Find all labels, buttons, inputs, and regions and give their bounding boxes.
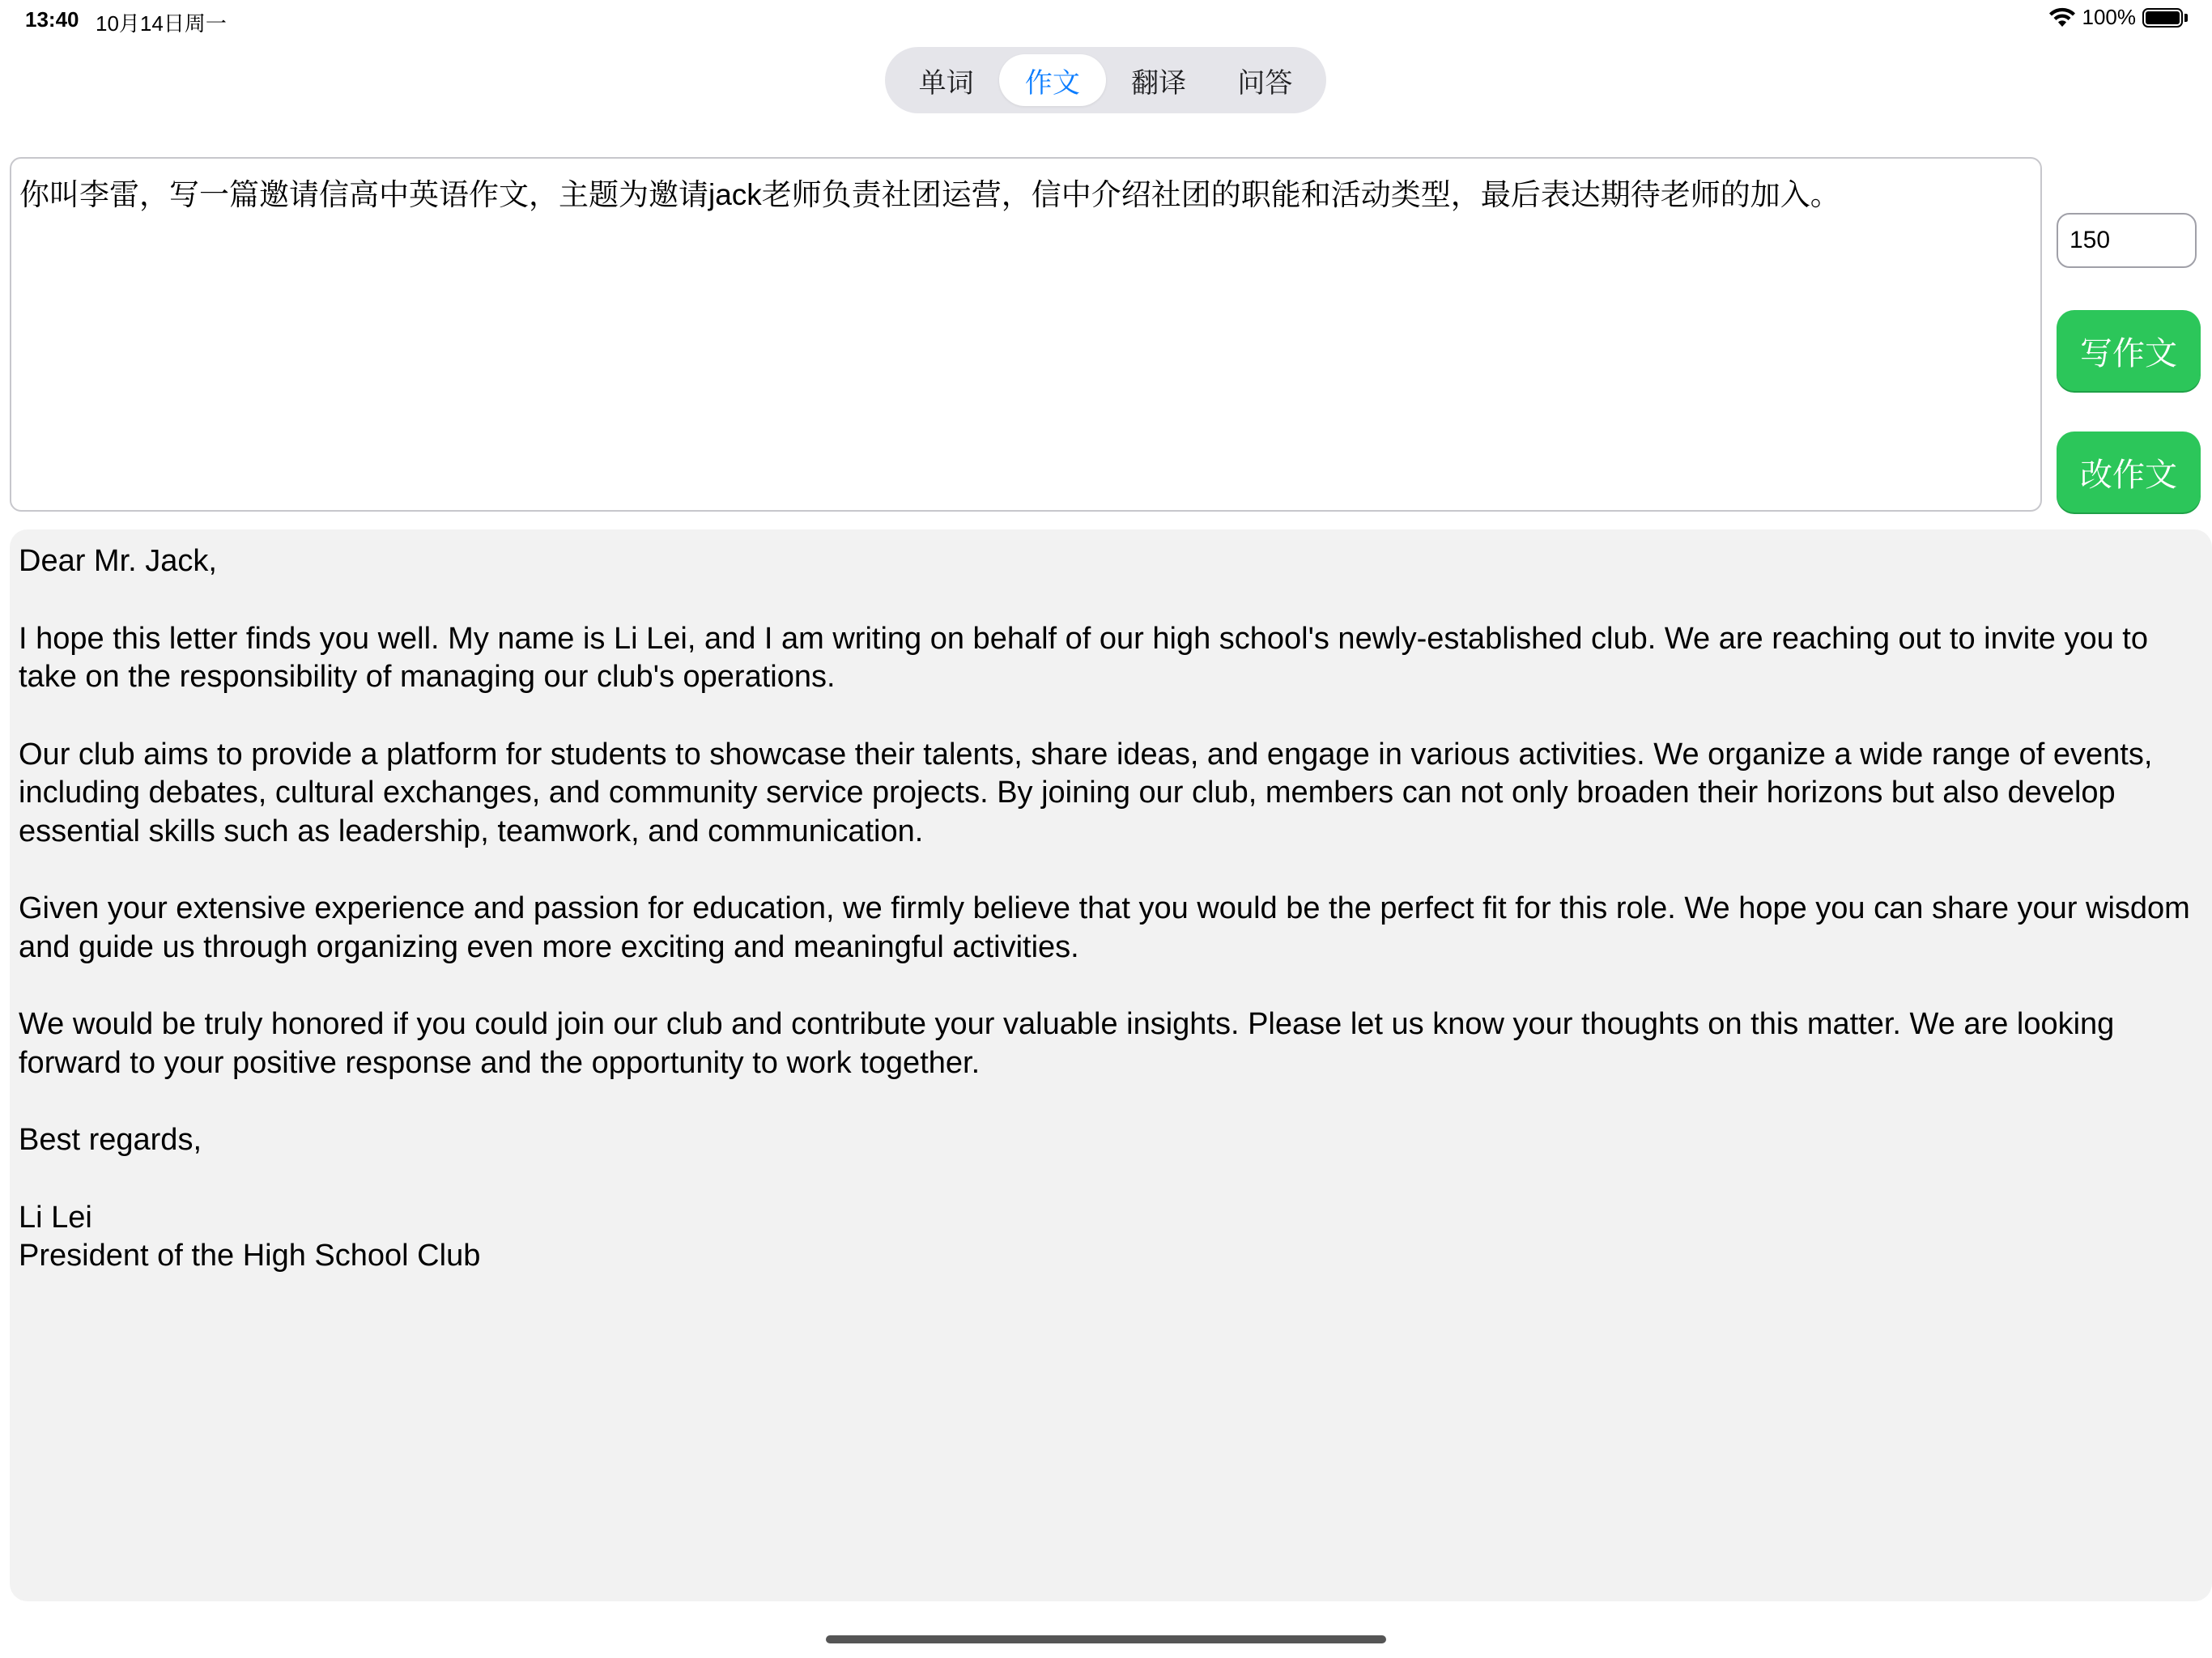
revise-essay-button[interactable]: 改作文 [2057, 432, 2201, 512]
battery-icon [2142, 8, 2183, 28]
essay-prompt-input[interactable]: 你叫李雷，写一篇邀请信高中英语作文，主题为邀请jack老师负责社团运营，信中介绍社团的职能和活动类型，最后表达期待老师的加入。 [10, 157, 2042, 512]
essay-paragraph: We would be truly honored if you could join our club and contribute your valuable insights. Please let us know your thoughts on this matter. We are looking forward to your positive response and the opportunity to work together. [19, 1007, 2115, 1080]
essay-paragraph: I hope this letter finds you well. My name is Li Lei, and I am writing on behalf of our high school's newly-established club. We are reaching out to invite you to take on the responsibility of managing our club's operations. [19, 621, 2148, 694]
battery-tip [2184, 14, 2188, 22]
tab-translate[interactable]: 翻译 [1131, 67, 1187, 99]
status-bar [0, 0, 2212, 39]
status-indicators [2048, 5, 2189, 30]
signature-name: Li Lei [19, 1200, 92, 1235]
battery-percent: 100% [2082, 5, 2136, 29]
tab-essay[interactable]: 作文 [999, 54, 1105, 106]
status-date: 10月14日周一 [96, 11, 227, 36]
essay-closing: Best regards, [19, 1123, 202, 1157]
wifi-icon [2048, 7, 2076, 28]
word-count-field[interactable]: 150 [2057, 213, 2197, 268]
essay-paragraph: Our club aims to provide a platform for students to showcase their talents, share ideas, and engage in various activities. We organize a wide range of events, including debates, cultural exchanges, and community service projects. By joining our club, members can not only broaden their horizons but also develop essential skills such as leadership, teamwork, and communication. [19, 737, 2153, 848]
write-essay-button[interactable]: 写作文 [2057, 310, 2201, 391]
essay-output[interactable] [10, 529, 2212, 1601]
signature-title: President of the High School Club [19, 1239, 481, 1273]
tab-words[interactable]: 单词 [918, 67, 974, 99]
essay-paragraph: Given your extensive experience and passion for education, we firmly believe that you would be the perfect fit for this role. We hope you can share your wisdom and guide us through organizing even more exciting and meaningful activities. [19, 891, 2190, 964]
home-indicator[interactable] [826, 1635, 1386, 1643]
mode-segmented-control [885, 47, 1326, 113]
tab-qa[interactable]: 问答 [1237, 67, 1293, 99]
essay-greeting: Dear Mr. Jack, [19, 544, 217, 578]
status-time: 13:40 [25, 7, 79, 32]
